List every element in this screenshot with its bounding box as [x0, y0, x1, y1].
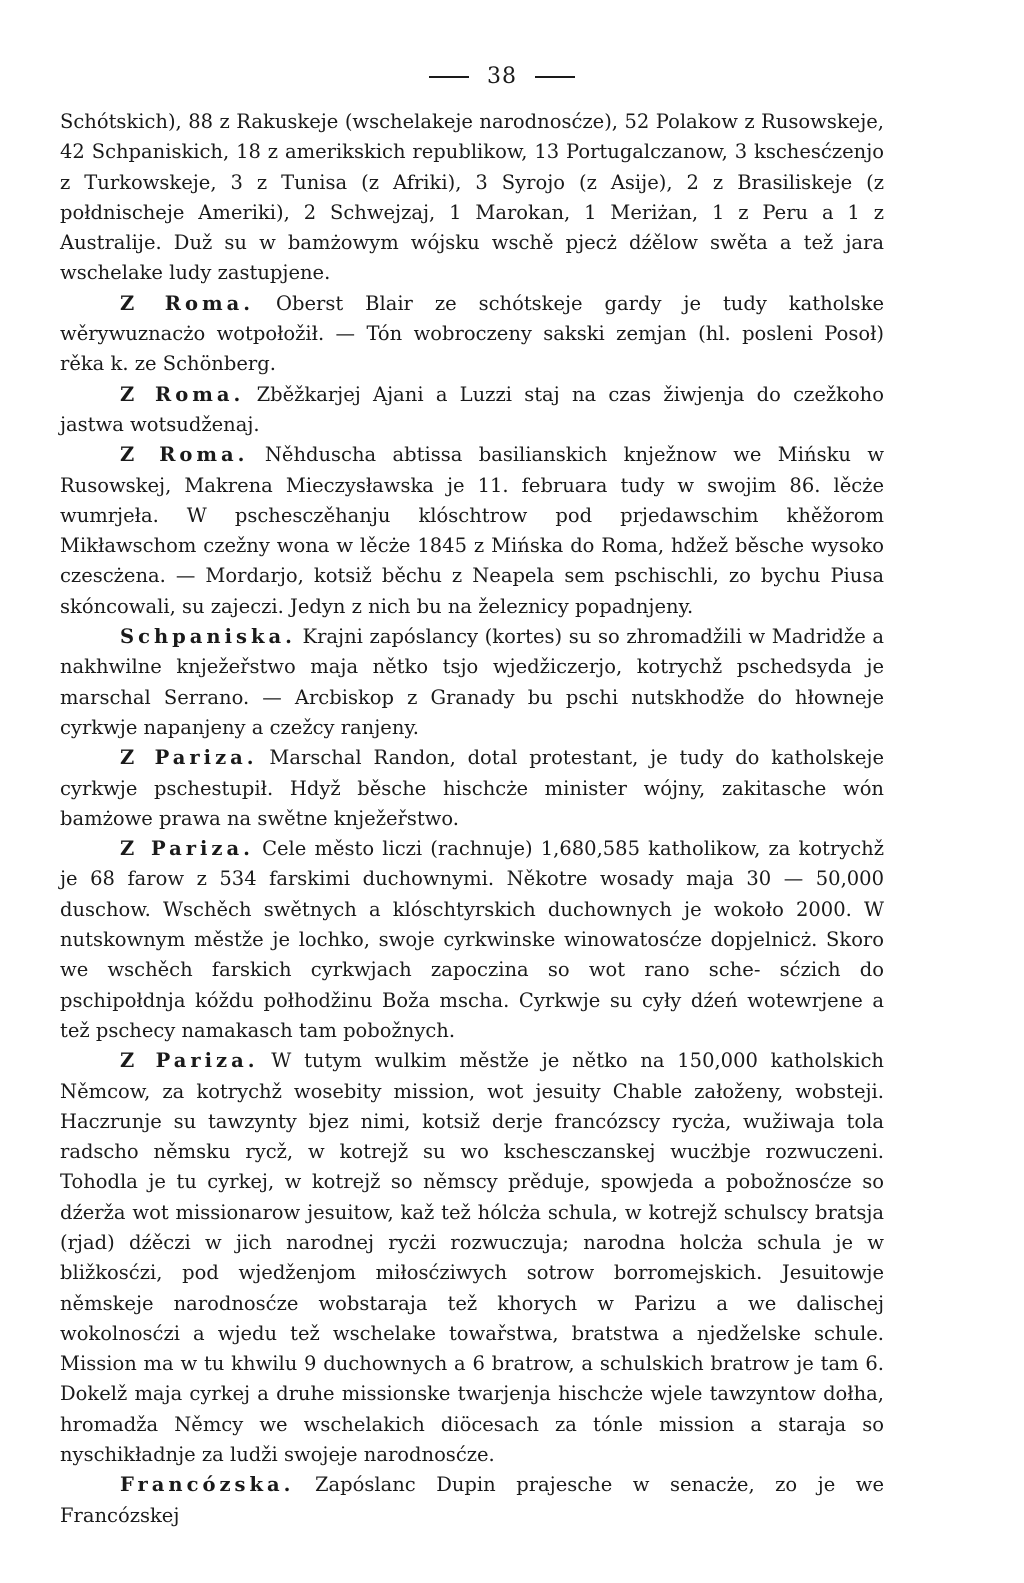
paragraph	[60, 380, 884, 441]
paragraph	[60, 289, 884, 380]
paragraph	[60, 743, 884, 834]
paragraph	[60, 1470, 884, 1531]
dateline: Z Pariza.	[120, 746, 258, 770]
header-dash-left	[429, 76, 469, 78]
article-body	[60, 107, 884, 1531]
dateline: Z Roma.	[120, 382, 245, 406]
page-number: 38	[487, 64, 517, 89]
paragraph	[60, 1046, 884, 1470]
paragraph-text: Krajni zapóslancy (kortes) su so zhromadžili w Madridže a nakhwilne knježeřstwo maja nětko tsjo wjedžiczerjo, kotrychž pschedsyda je marschal Serrano. — Arcbiskop z Granady bu pschi nutskhodže do hłowneje cyrkwje napanjeny a czežcy ranjeny.	[60, 625, 884, 739]
paragraph-text: Něhduscha abtissa basilianskich knježnow we Mińsku w Rusowskej, Makrena Mieczysławska je 11. februara tudy w swojim 86. lěcże wumrjeła. W pschesczěhanju klóschtrow pod prjedawschim khěžorom Mikławschom czežny wona w lěcże 1845 z Mińska do Roma, hdžež běsche wysoko czescżena. — Mordarjo, kotsiž běchu z Neapela sem pschischli, zo bychu Piusa skóncowali, su zajeczi. Jedyn z nich bu na železnicy popadnjeny.	[60, 443, 885, 618]
paragraph-text: Zběžkarjej Ajani a Luzzi staj na czas žiwjenja do czežkoho jastwa wotsudženaj.	[60, 382, 884, 436]
header-dash-right	[535, 76, 575, 78]
dateline: Francózska.	[120, 1473, 295, 1497]
paragraph-text: Marschal Randon, dotal protestant, je tudy do katholskeje cyrkwje pschestupił. Hdyž běsche hischcże minister wójny, zakitasche wón bamżowe prawa na swětne knježeřstwo.	[60, 746, 884, 830]
dateline: Z Roma.	[120, 443, 249, 467]
dateline: Z Pariza.	[120, 1049, 259, 1073]
page-header	[120, 64, 884, 89]
paragraph	[60, 107, 884, 289]
paragraph-text: Oberst Blair ze schótskeje gardy je tudy katholske wěrywuznacżo wotpołožił. — Tón wobroczeny sakski zemjan (hl. posleni Posoł) rěka k. ze Schönberg.	[60, 291, 884, 376]
paragraph-text: Zapóslanc Dupin prajesche w senacże, zo je we Francózskej	[60, 1473, 884, 1527]
paragraph-text: Cele město liczi (rachnuje) 1,680,585 katholikow, za kotrychž je 68 farow z 534 farskimi duchownymi. Někotre wosady maja 30 — 50,000 duschow. Wschěch swětnych a klóschtyrskich duchownych je wokoło 2000. W nutskownym městže je lochko, swoje cyrkwinske winowatosćze dopjelnicż. Skoro we wschěch farskich cyrkwjach zapoczina so wot rano sche- sćzich do pschipołdnja kóždu połhodžinu Boža mscha. Cyrkwje su cyły dźeń wotewrjene a tež pschecy namakasch tam pobožnych.	[60, 837, 884, 1042]
paragraph-text: W tutym wulkim městže je nětko na 150,000 katholskich Němcow, za kotrychž wosebity mission, wot jesuity Chable załoženy, wobsteji. Haczrunje su tawzynty bjez nimi, kotsiž derje francózscy rycża, wužiwaja tola radscho němsku rycž, w kotrejž su wo kschesczanskej wucżbje rozwuczeni. Tohodla je tu cyrkej, w kotrejž so němscy prěduje, spowjeda a pobožnosćze so dźerža wot missionarow jesuitow, kaž tež hólcża schula, w kotrejž schulscy bratsja (rjad) dźěczi w jich narodnej rycżi rozwuczuja; narodna holcża schula je w bližkosćzi, pod wjedženjom miłosćziwych sotrow borromejskich. Jesuitowje němskeje narodnosćze wobstaraja tež khorych w Parizu a we dalischej wokolnosćzi a wjedu tež wschelake towařstwa, bratstwa a njedželske schule. Mission ma w tu khwilu 9 duchownych a 6 bratrow, a schulskich bratrow je tam 6. Dokelž maja cyrkej a druhe missionske twarjenja hischcże wjele tawzyntow dołha, hromadža Němcy we wschelakich diöcesach za tónle mission a staraja so nyschikładnje za ludži swojeje narodnosćze.	[60, 1049, 884, 1467]
paragraph	[60, 440, 884, 622]
paragraph-text: Schótskich), 88 z Rakuskeje (wschelakeje narodnosćze), 52 Polakow z Rusowskeje, 42 Schpaniskich, 18 z amerikskich republikow, 13 Portugalczanow, 3 kschesćzenjo z Turkowskeje, 3 z Tunisa (z Afriki), 3 Syrojo (z Asije), 2 z Brasiliskeje (z połdnischeje Ameriki), 2 Schwejzaj, 1 Marokan, 1 Meriżan, 1 z Peru a 1 z Australije. Duž su w bamżowym wójsku wschě pjecż dźělow swěta a tež jara wschelake ludy zastupjene.	[60, 110, 884, 285]
dateline: Schpaniska.	[120, 625, 296, 649]
dateline: Z Pariza.	[120, 837, 254, 861]
dateline: Z Roma.	[120, 291, 255, 315]
paragraph	[60, 834, 884, 1046]
paragraph	[60, 622, 884, 743]
